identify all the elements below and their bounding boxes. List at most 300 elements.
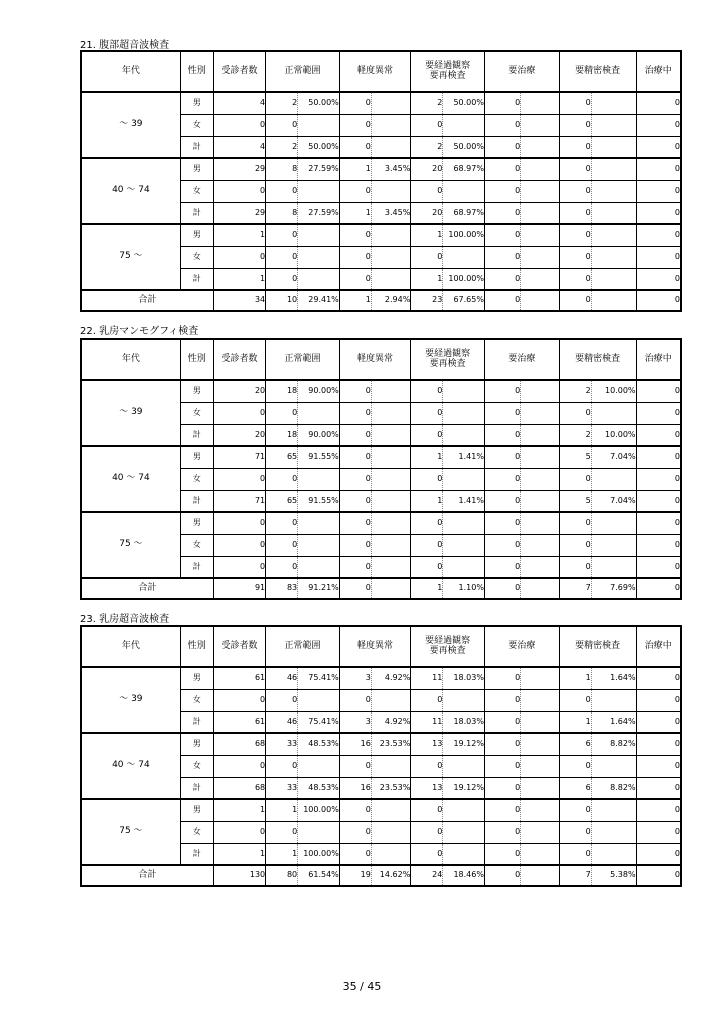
treat-percent-cell	[521, 424, 559, 446]
header-treatment: 要治療	[484, 51, 559, 92]
treat-count-cell: 0	[484, 290, 520, 311]
detail-percent-cell	[591, 402, 636, 424]
treat-percent-cell	[521, 180, 559, 202]
detail-count-cell: 0	[559, 224, 591, 246]
mild-percent-cell	[371, 114, 411, 136]
sex-cell: 男	[180, 224, 213, 246]
header-sex: 性別	[180, 51, 213, 92]
treat-count-cell: 0	[484, 158, 520, 180]
header-followup-line2: 要再検査	[429, 70, 466, 81]
header-sex: 性別	[180, 339, 213, 380]
sex-cell: 計	[180, 711, 213, 733]
follow-percent-cell: 1.41%	[443, 490, 485, 512]
follow-count-cell: 1	[411, 446, 443, 468]
in-treatment-cell: 0	[636, 534, 681, 556]
detail-percent-cell	[591, 246, 636, 268]
treat-count-cell: 0	[484, 402, 520, 424]
examinees-cell: 4	[213, 136, 265, 158]
header-detailed: 要精密検査	[559, 626, 636, 667]
in-treatment-cell: 0	[636, 424, 681, 446]
follow-percent-cell	[443, 512, 485, 534]
mild-percent-cell: 23.53%	[371, 733, 411, 755]
header-mild: 軽度異常	[339, 339, 411, 380]
mild-count-cell: 0	[339, 468, 371, 490]
follow-percent-cell: 67.65%	[443, 290, 485, 311]
treat-percent-cell	[521, 490, 559, 512]
sex-cell: 計	[180, 556, 213, 578]
header-in-treatment: 治療中	[636, 51, 681, 92]
examinees-cell: 4	[213, 92, 265, 114]
section-title: 23. 乳房超音波検査	[80, 614, 170, 625]
follow-count-cell: 11	[411, 711, 443, 733]
examinees-cell: 1	[213, 799, 265, 821]
normal-count-cell: 33	[266, 777, 298, 799]
normal-count-cell: 0	[266, 821, 298, 843]
normal-percent-cell: 48.53%	[298, 733, 340, 755]
normal-count-cell: 46	[266, 667, 298, 689]
normal-percent-cell	[298, 755, 340, 777]
total-label: 合計	[81, 290, 213, 311]
mild-count-cell: 0	[339, 799, 371, 821]
follow-percent-cell	[443, 424, 485, 446]
normal-percent-cell	[298, 224, 340, 246]
mild-count-cell: 16	[339, 777, 371, 799]
mild-count-cell: 0	[339, 380, 371, 402]
normal-percent-cell	[298, 114, 340, 136]
in-treatment-cell: 0	[636, 202, 681, 224]
normal-count-cell: 18	[266, 424, 298, 446]
mild-count-cell: 0	[339, 556, 371, 578]
follow-percent-cell: 18.03%	[443, 711, 485, 733]
mild-count-cell: 0	[339, 402, 371, 424]
sex-cell: 計	[180, 424, 213, 446]
normal-count-cell: 0	[266, 556, 298, 578]
detail-percent-cell	[591, 92, 636, 114]
detail-percent-cell	[591, 180, 636, 202]
detail-count-cell: 0	[559, 755, 591, 777]
detail-percent-cell	[591, 512, 636, 534]
mild-percent-cell	[371, 92, 411, 114]
treat-percent-cell	[521, 689, 559, 711]
detail-count-cell: 0	[559, 136, 591, 158]
sex-cell: 男	[180, 380, 213, 402]
sex-cell: 女	[180, 468, 213, 490]
in-treatment-cell: 0	[636, 268, 681, 290]
detail-count-cell: 1	[559, 667, 591, 689]
treat-count-cell: 0	[484, 777, 520, 799]
treat-percent-cell	[521, 843, 559, 865]
in-treatment-cell: 0	[636, 224, 681, 246]
header-in-treatment: 治療中	[636, 626, 681, 667]
mild-percent-cell	[371, 578, 411, 599]
total-section	[81, 578, 681, 599]
detail-percent-cell: 1.64%	[591, 667, 636, 689]
normal-count-cell: 83	[266, 578, 298, 599]
treat-percent-cell	[521, 512, 559, 534]
mild-count-cell: 0	[339, 136, 371, 158]
follow-count-cell: 0	[411, 424, 443, 446]
normal-count-cell: 0	[266, 512, 298, 534]
treat-count-cell: 0	[484, 468, 520, 490]
header-row	[81, 626, 681, 667]
follow-count-cell: 23	[411, 290, 443, 311]
sex-cell: 女	[180, 821, 213, 843]
table-row	[81, 799, 681, 821]
sex-cell: 計	[180, 777, 213, 799]
normal-percent-cell: 75.41%	[298, 667, 340, 689]
mild-count-cell: 0	[339, 224, 371, 246]
age-group	[81, 92, 681, 158]
examinees-cell: 71	[213, 490, 265, 512]
follow-count-cell: 0	[411, 755, 443, 777]
follow-count-cell: 1	[411, 268, 443, 290]
sex-cell: 女	[180, 180, 213, 202]
follow-count-cell: 13	[411, 777, 443, 799]
table-row	[81, 667, 681, 689]
detail-count-cell: 0	[559, 821, 591, 843]
follow-count-cell: 2	[411, 92, 443, 114]
normal-count-cell: 33	[266, 733, 298, 755]
mild-count-cell: 1	[339, 202, 371, 224]
normal-count-cell: 18	[266, 380, 298, 402]
detail-percent-cell: 8.82%	[591, 733, 636, 755]
follow-percent-cell: 18.46%	[443, 865, 485, 886]
age-group	[81, 158, 681, 224]
header-row	[81, 51, 681, 92]
normal-percent-cell: 91.21%	[298, 578, 340, 599]
table-row	[81, 380, 681, 402]
table-row	[81, 92, 681, 114]
examinees-cell: 0	[213, 512, 265, 534]
in-treatment-cell: 0	[636, 468, 681, 490]
examinees-cell: 130	[213, 865, 265, 886]
examinees-cell: 0	[213, 402, 265, 424]
examinees-cell: 20	[213, 380, 265, 402]
mild-percent-cell: 23.53%	[371, 777, 411, 799]
total-row	[81, 578, 681, 599]
mild-percent-cell	[371, 268, 411, 290]
detail-count-cell: 0	[559, 556, 591, 578]
header-examinees: 受診者数	[213, 626, 265, 667]
examinees-cell: 68	[213, 733, 265, 755]
mild-percent-cell	[371, 180, 411, 202]
treat-count-cell: 0	[484, 224, 520, 246]
treat-percent-cell	[521, 114, 559, 136]
normal-percent-cell: 27.59%	[298, 202, 340, 224]
examinees-cell: 0	[213, 556, 265, 578]
follow-percent-cell	[443, 114, 485, 136]
age-group	[81, 667, 681, 733]
in-treatment-cell: 0	[636, 556, 681, 578]
follow-count-cell: 2	[411, 136, 443, 158]
follow-count-cell: 1	[411, 578, 443, 599]
mild-percent-cell	[371, 755, 411, 777]
normal-percent-cell: 75.41%	[298, 711, 340, 733]
in-treatment-cell: 0	[636, 578, 681, 599]
age-group-label: ～ 39	[81, 92, 180, 158]
detail-count-cell: 7	[559, 865, 591, 886]
detail-percent-cell	[591, 534, 636, 556]
follow-count-cell: 0	[411, 180, 443, 202]
detail-count-cell: 0	[559, 689, 591, 711]
header-followup-line2: 要再検査	[429, 358, 466, 369]
detail-percent-cell	[591, 290, 636, 311]
detail-percent-cell	[591, 821, 636, 843]
header-examinees: 受診者数	[213, 339, 265, 380]
in-treatment-cell: 0	[636, 711, 681, 733]
detail-percent-cell	[591, 799, 636, 821]
in-treatment-cell: 0	[636, 158, 681, 180]
in-treatment-cell: 0	[636, 92, 681, 114]
treat-percent-cell	[521, 468, 559, 490]
mild-percent-cell	[371, 446, 411, 468]
follow-count-cell: 0	[411, 689, 443, 711]
treat-count-cell: 0	[484, 578, 520, 599]
normal-percent-cell	[298, 512, 340, 534]
treat-percent-cell	[521, 158, 559, 180]
age-group	[81, 799, 681, 865]
mild-count-cell: 0	[339, 268, 371, 290]
detail-percent-cell: 1.64%	[591, 711, 636, 733]
mild-count-cell: 0	[339, 534, 371, 556]
detail-percent-cell: 10.00%	[591, 380, 636, 402]
age-group-label: 40 ～ 74	[81, 446, 180, 512]
mild-percent-cell	[371, 512, 411, 534]
mild-percent-cell	[371, 246, 411, 268]
follow-percent-cell: 68.97%	[443, 202, 485, 224]
treat-count-cell: 0	[484, 92, 520, 114]
total-label: 合計	[81, 865, 213, 886]
mild-count-cell: 3	[339, 667, 371, 689]
follow-percent-cell: 18.03%	[443, 667, 485, 689]
in-treatment-cell: 0	[636, 512, 681, 534]
mild-percent-cell	[371, 534, 411, 556]
detail-count-cell: 0	[559, 799, 591, 821]
mild-count-cell: 0	[339, 755, 371, 777]
mild-count-cell: 0	[339, 821, 371, 843]
follow-percent-cell	[443, 821, 485, 843]
normal-count-cell: 0	[266, 180, 298, 202]
mild-percent-cell	[371, 843, 411, 865]
total-row	[81, 290, 681, 311]
follow-count-cell: 0	[411, 534, 443, 556]
follow-percent-cell: 1.10%	[443, 578, 485, 599]
age-group	[81, 733, 681, 799]
header-normal: 正常範囲	[266, 51, 340, 92]
total-section	[81, 865, 681, 886]
examinees-cell: 1	[213, 268, 265, 290]
results-table	[80, 50, 682, 312]
examinees-cell: 29	[213, 202, 265, 224]
mild-count-cell: 0	[339, 446, 371, 468]
treat-count-cell: 0	[484, 114, 520, 136]
detail-count-cell: 0	[559, 512, 591, 534]
age-group-label: ～ 39	[81, 667, 180, 733]
mild-count-cell: 0	[339, 92, 371, 114]
examinees-cell: 29	[213, 158, 265, 180]
mild-count-cell: 0	[339, 246, 371, 268]
treat-count-cell: 0	[484, 689, 520, 711]
in-treatment-cell: 0	[636, 490, 681, 512]
results-table	[80, 338, 682, 600]
table-row	[81, 733, 681, 755]
age-group-label: 40 ～ 74	[81, 733, 180, 799]
normal-count-cell: 65	[266, 490, 298, 512]
follow-count-cell: 13	[411, 733, 443, 755]
mild-count-cell: 3	[339, 711, 371, 733]
examinees-cell: 68	[213, 777, 265, 799]
detail-count-cell: 0	[559, 202, 591, 224]
mild-count-cell: 0	[339, 843, 371, 865]
detail-percent-cell	[591, 202, 636, 224]
normal-percent-cell	[298, 821, 340, 843]
examinees-cell: 0	[213, 755, 265, 777]
treat-percent-cell	[521, 667, 559, 689]
normal-percent-cell: 50.00%	[298, 92, 340, 114]
treat-percent-cell	[521, 777, 559, 799]
in-treatment-cell: 0	[636, 843, 681, 865]
normal-percent-cell	[298, 180, 340, 202]
treat-percent-cell	[521, 865, 559, 886]
mild-percent-cell	[371, 799, 411, 821]
normal-percent-cell: 100.00%	[298, 799, 340, 821]
normal-count-cell: 0	[266, 114, 298, 136]
detail-count-cell: 0	[559, 534, 591, 556]
treat-count-cell: 0	[484, 755, 520, 777]
treat-count-cell: 0	[484, 711, 520, 733]
header-followup-line2: 要再検査	[429, 645, 466, 656]
follow-percent-cell: 100.00%	[443, 224, 485, 246]
normal-count-cell: 1	[266, 843, 298, 865]
follow-percent-cell	[443, 246, 485, 268]
normal-count-cell: 0	[266, 246, 298, 268]
in-treatment-cell: 0	[636, 446, 681, 468]
mild-percent-cell: 4.92%	[371, 711, 411, 733]
mild-percent-cell	[371, 380, 411, 402]
total-section	[81, 290, 681, 311]
treat-count-cell: 0	[484, 380, 520, 402]
follow-count-cell: 0	[411, 512, 443, 534]
total-label: 合計	[81, 578, 213, 599]
normal-count-cell: 0	[266, 224, 298, 246]
normal-percent-cell: 91.55%	[298, 490, 340, 512]
in-treatment-cell: 0	[636, 755, 681, 777]
treat-count-cell: 0	[484, 136, 520, 158]
mild-percent-cell	[371, 468, 411, 490]
header-followup	[411, 339, 485, 380]
normal-count-cell: 0	[266, 402, 298, 424]
follow-percent-cell	[443, 468, 485, 490]
treat-percent-cell	[521, 534, 559, 556]
treat-percent-cell	[521, 224, 559, 246]
mild-count-cell: 19	[339, 865, 371, 886]
detail-percent-cell	[591, 755, 636, 777]
normal-percent-cell: 91.55%	[298, 446, 340, 468]
normal-count-cell: 0	[266, 689, 298, 711]
detail-count-cell: 6	[559, 777, 591, 799]
page-number: 35 / 45	[342, 980, 382, 993]
mild-percent-cell: 3.45%	[371, 158, 411, 180]
sex-cell: 計	[180, 202, 213, 224]
header-detailed: 要精密検査	[559, 339, 636, 380]
header-row	[81, 339, 681, 380]
detail-count-cell: 7	[559, 578, 591, 599]
examinees-cell: 0	[213, 180, 265, 202]
age-group-label: 40 ～ 74	[81, 158, 180, 224]
treat-count-cell: 0	[484, 733, 520, 755]
detail-percent-cell	[591, 843, 636, 865]
mild-percent-cell: 2.94%	[371, 290, 411, 311]
header-treatment: 要治療	[484, 339, 559, 380]
follow-percent-cell: 50.00%	[443, 136, 485, 158]
treat-count-cell: 0	[484, 821, 520, 843]
follow-percent-cell	[443, 534, 485, 556]
follow-count-cell: 0	[411, 380, 443, 402]
header-followup-line1: 要経過観察	[425, 636, 471, 647]
mild-count-cell: 0	[339, 512, 371, 534]
normal-percent-cell: 90.00%	[298, 380, 340, 402]
detail-percent-cell	[591, 136, 636, 158]
examinees-cell: 71	[213, 446, 265, 468]
detail-percent-cell: 5.38%	[591, 865, 636, 886]
follow-count-cell: 0	[411, 402, 443, 424]
treat-percent-cell	[521, 290, 559, 311]
normal-percent-cell: 29.41%	[298, 290, 340, 311]
sex-cell: 男	[180, 158, 213, 180]
follow-count-cell: 1	[411, 224, 443, 246]
sex-cell: 男	[180, 799, 213, 821]
treat-count-cell: 0	[484, 865, 520, 886]
examinees-cell: 61	[213, 711, 265, 733]
sex-cell: 男	[180, 92, 213, 114]
normal-count-cell: 8	[266, 202, 298, 224]
sex-cell: 男	[180, 512, 213, 534]
treat-count-cell: 0	[484, 843, 520, 865]
sex-cell: 女	[180, 402, 213, 424]
detail-count-cell: 5	[559, 446, 591, 468]
detail-count-cell: 2	[559, 424, 591, 446]
detail-count-cell: 0	[559, 92, 591, 114]
normal-count-cell: 46	[266, 711, 298, 733]
mild-percent-cell	[371, 821, 411, 843]
follow-percent-cell: 68.97%	[443, 158, 485, 180]
detail-percent-cell	[591, 556, 636, 578]
mild-percent-cell	[371, 402, 411, 424]
detail-count-cell: 0	[559, 180, 591, 202]
treat-count-cell: 0	[484, 667, 520, 689]
follow-count-cell: 20	[411, 158, 443, 180]
normal-percent-cell	[298, 268, 340, 290]
mild-percent-cell: 14.62%	[371, 865, 411, 886]
detail-percent-cell	[591, 224, 636, 246]
sex-cell: 女	[180, 689, 213, 711]
detail-count-cell: 5	[559, 490, 591, 512]
detail-count-cell: 0	[559, 402, 591, 424]
header-in-treatment: 治療中	[636, 339, 681, 380]
follow-percent-cell: 19.12%	[443, 777, 485, 799]
header-followup-line1: 要経過観察	[425, 61, 471, 72]
follow-count-cell: 11	[411, 667, 443, 689]
detail-count-cell: 0	[559, 158, 591, 180]
header-detailed: 要精密検査	[559, 51, 636, 92]
examinees-cell: 91	[213, 578, 265, 599]
detail-count-cell: 2	[559, 380, 591, 402]
follow-count-cell: 0	[411, 799, 443, 821]
mild-count-cell: 0	[339, 180, 371, 202]
treat-count-cell: 0	[484, 424, 520, 446]
follow-count-cell: 0	[411, 843, 443, 865]
follow-percent-cell	[443, 799, 485, 821]
